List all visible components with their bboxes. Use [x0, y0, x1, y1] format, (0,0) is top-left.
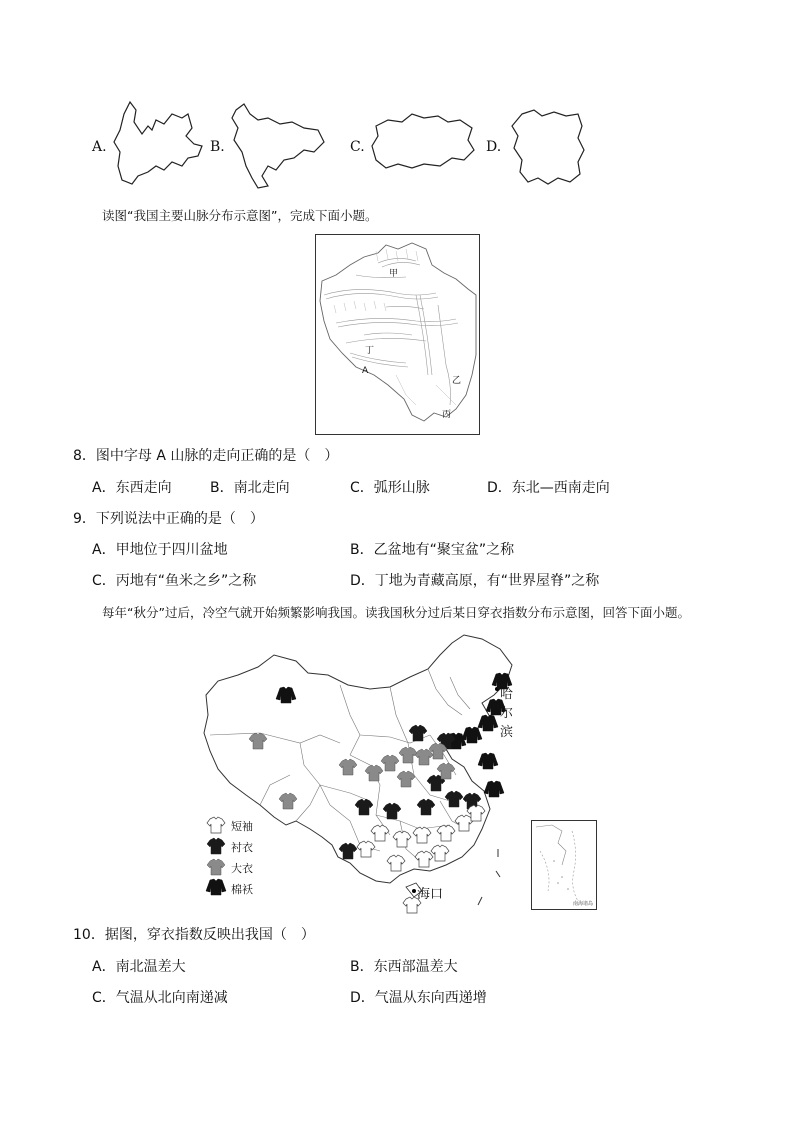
inset-caption: 南海诸岛	[572, 901, 593, 907]
hunan-outline-shape	[508, 106, 590, 188]
q9-option-a[interactable]: A．甲地位于四川盆地	[92, 542, 228, 558]
legend-icons	[206, 817, 226, 895]
sichuan-outline-shape	[228, 100, 328, 190]
map-label-yi: 乙	[452, 376, 462, 386]
map-label-jia: 甲	[389, 269, 399, 279]
qinghai-outline-shape	[368, 110, 478, 174]
q8-option-a[interactable]: A．东西走向	[92, 480, 172, 496]
legend-label-coat: 大衣	[231, 862, 253, 875]
city-label-harbin: 哈尔滨	[500, 687, 514, 740]
yunnan-outline-shape	[112, 100, 207, 188]
south-sea-inset	[531, 820, 597, 910]
q8-option-c[interactable]: C．弧形山脉	[350, 480, 430, 496]
map-label-bing: 丙	[442, 410, 452, 420]
coat-markers	[249, 733, 455, 809]
q8-stem: 8．图中字母 A 山脉的走向正确的是（ ）	[73, 448, 339, 464]
shape-option-c-label: C.	[350, 139, 365, 155]
map-label-ding: 丁	[365, 346, 375, 356]
q9-option-c[interactable]: C．丙地有“鱼米之乡”之称	[92, 573, 257, 589]
q10-option-b[interactable]: B．东西部温差大	[350, 959, 458, 975]
mountain-map	[315, 234, 480, 435]
shape-option-d-label: D.	[486, 139, 502, 155]
mountain-intro-text: 读图“我国主要山脉分布示意图”，完成下面小题。	[102, 208, 378, 223]
legend-label-short-sleeve: 短袖	[231, 820, 253, 833]
map-label-a: A	[362, 366, 369, 376]
legend-label-padded-jacket: 棉袄	[231, 883, 253, 896]
padded-jacket-markers	[276, 673, 512, 797]
legend-label-shirt: 衬衣	[231, 841, 253, 854]
q9-option-d[interactable]: D．丁地为青藏高原，有“世界屋脊”之称	[350, 573, 600, 589]
q10-option-c[interactable]: C．气温从北向南递减	[92, 990, 228, 1006]
q9-stem: 9．下列说法中正确的是（ ）	[73, 511, 264, 527]
q10-option-d[interactable]: D．气温从东向西递增	[350, 990, 487, 1006]
clothing-index-map	[200, 625, 520, 915]
city-label-haikou: 海口	[417, 887, 444, 902]
q10-option-a[interactable]: A．南北温差大	[92, 959, 186, 975]
shape-option-b-label: B.	[210, 139, 225, 155]
q8-option-d[interactable]: D．东北—西南走向	[487, 480, 610, 496]
q10-stem: 10．据图，穿衣指数反映出我国（ ）	[73, 927, 315, 943]
q9-option-b[interactable]: B．乙盆地有“聚宝盆”之称	[350, 542, 515, 558]
q8-option-b[interactable]: B．南北走向	[210, 480, 290, 496]
clothing-intro-text: 每年“秋分”过后，冷空气就开始频繁影响我国。读我国秋分过后某日穿衣指数分布示意图，回答下面小题。	[102, 605, 690, 620]
shape-option-a-label: A.	[92, 139, 107, 155]
